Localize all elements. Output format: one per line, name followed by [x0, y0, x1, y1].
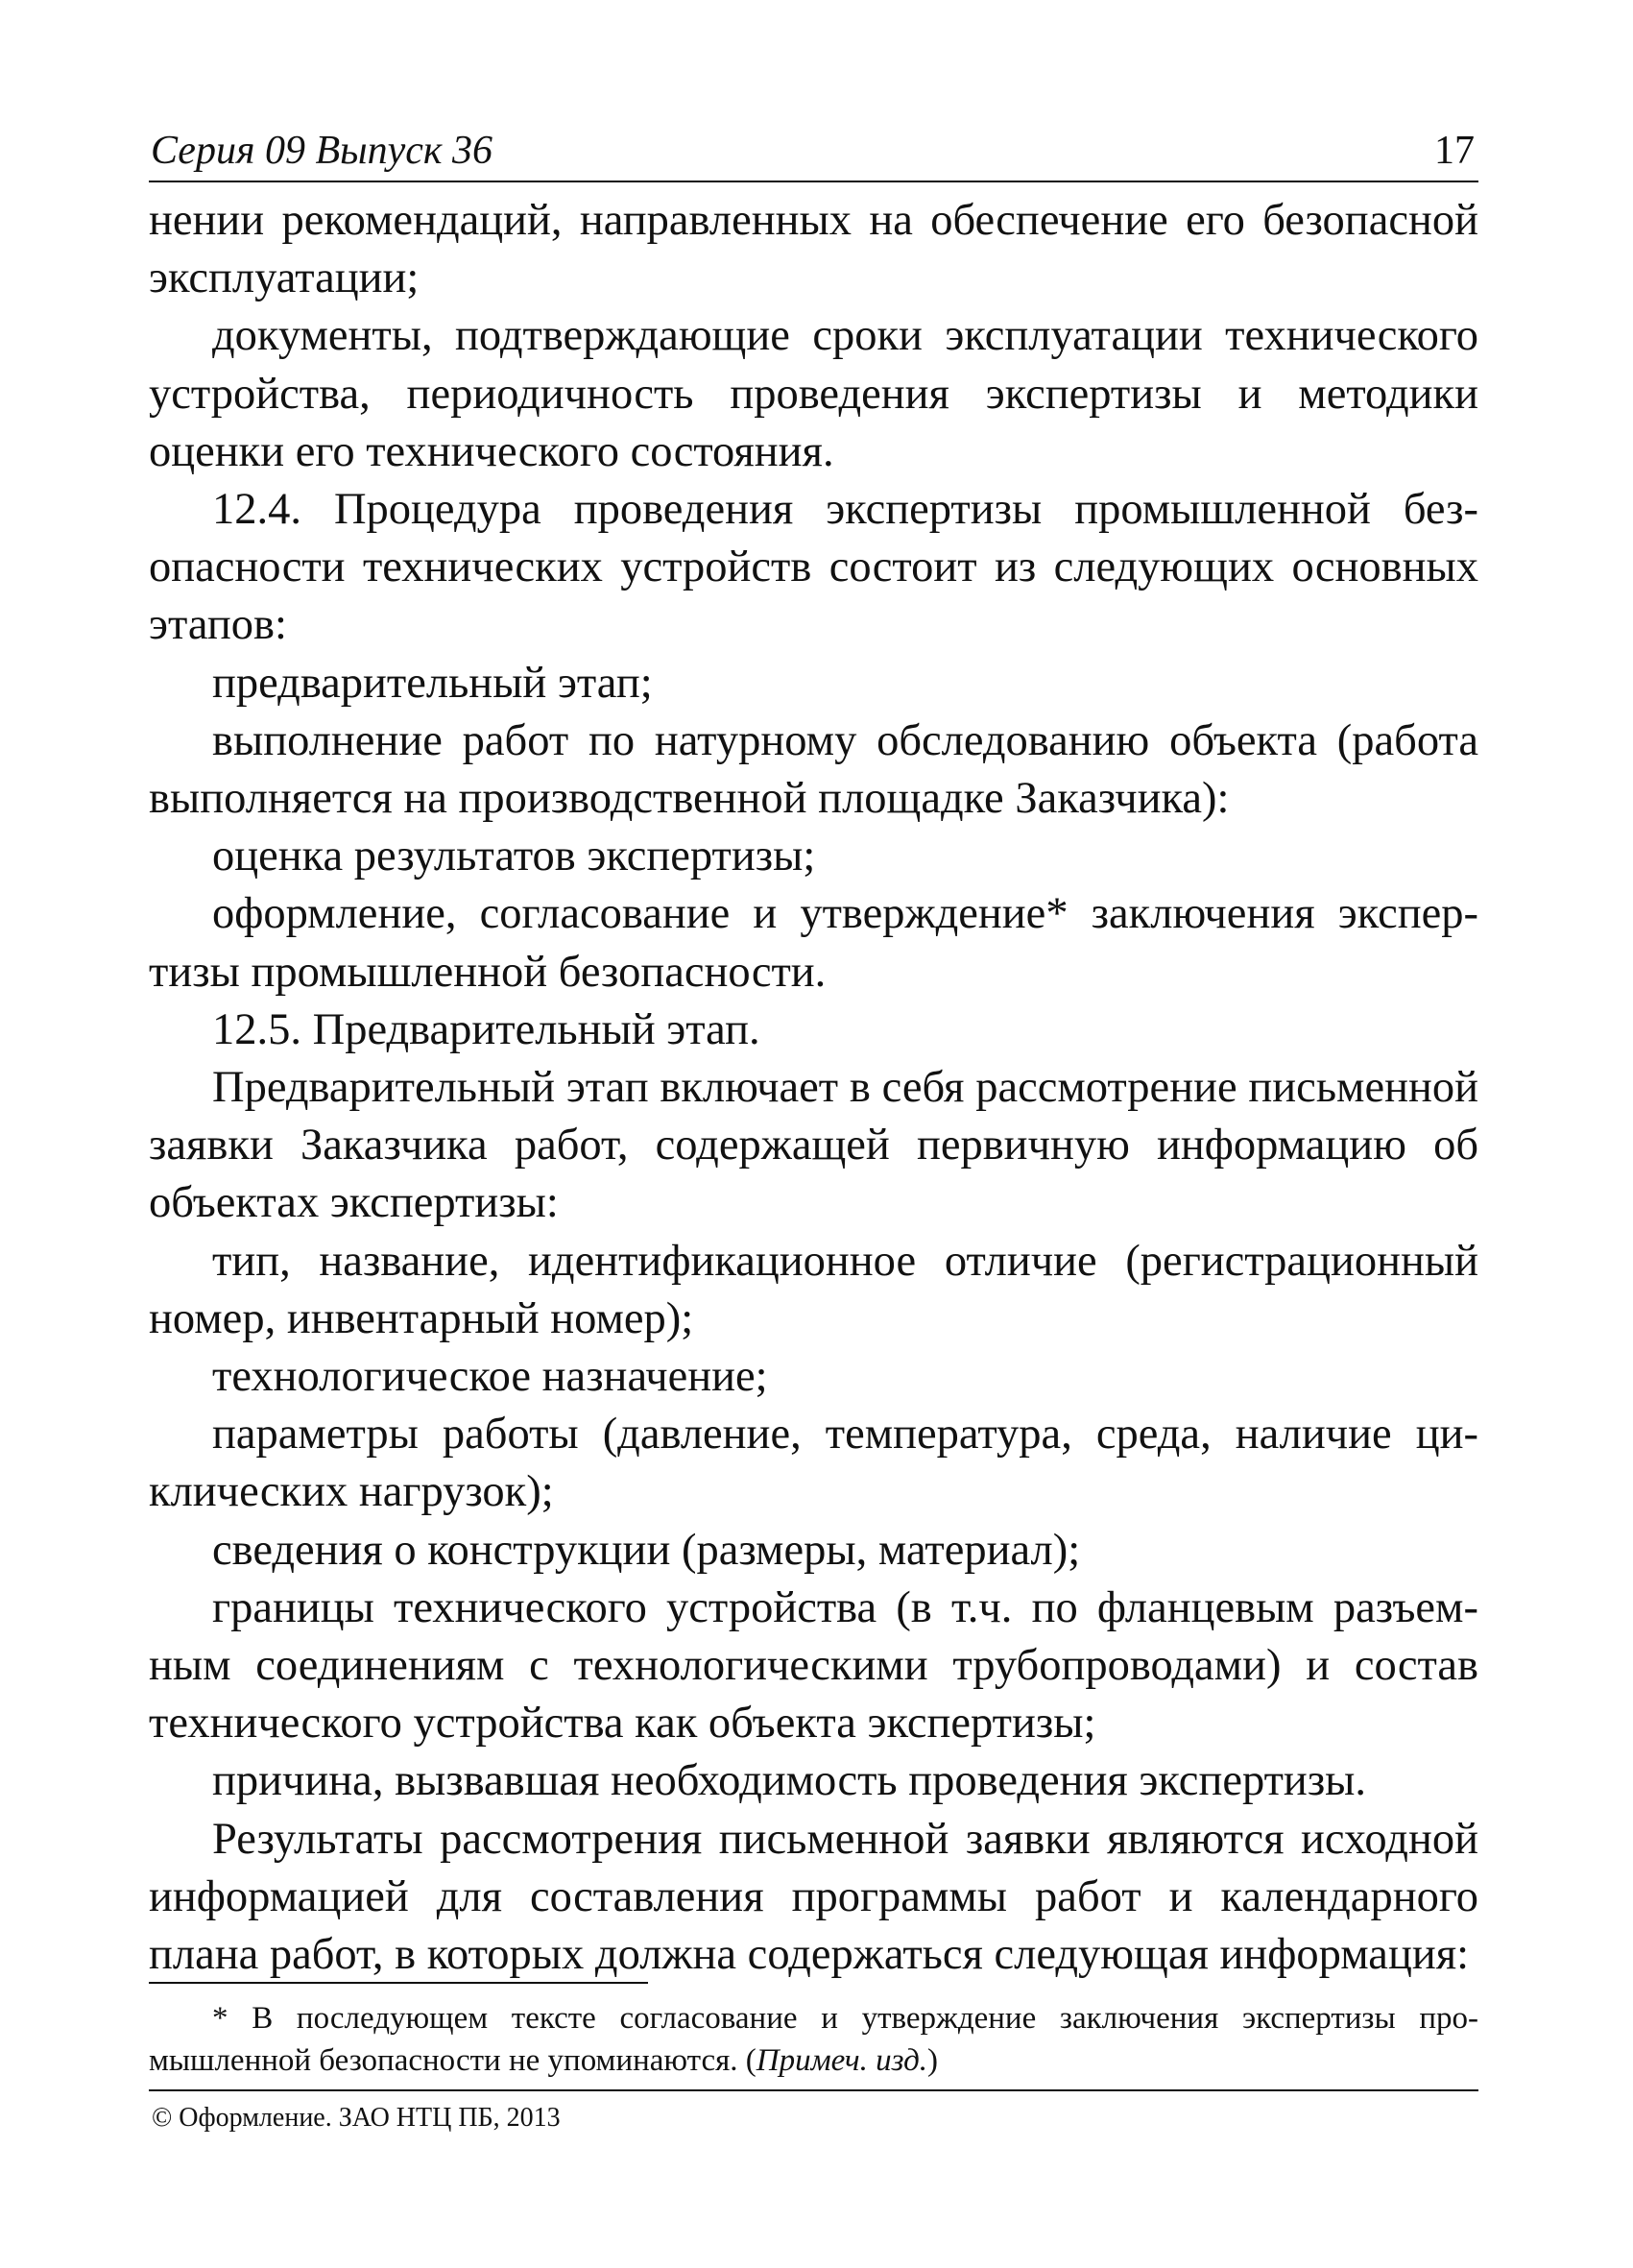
paragraph-15: причина, вызвавшая необходимость проведения экспертизы.	[212, 1756, 1367, 1806]
paragraph-6: оценка результатов экспертизы;	[212, 832, 816, 881]
footnote	[149, 1997, 1478, 2082]
paragraph-7: оформление, согласование и утверждение* заключения экспертизы промышленной безопасности.	[149, 889, 1478, 997]
paragraph-4: предварительный этап;	[212, 658, 653, 708]
paragraph-16: Результаты рассмотрения письменной заявки являются исходной информацией для составления программы работ и календарного плана работ, в которых должна содержаться следующая информация:	[149, 1814, 1478, 1980]
footnote-editor-note: Примеч. изд.	[756, 2043, 928, 2078]
paragraph-1: нении рекомендаций, направленных на обеспечение его безопасной эксплуатации;	[149, 196, 1478, 303]
paragraph-9: Предварительный этап включает в себя рассмотрение письменной заявки Заказчика работ, содержащей первичную информацию об объектах экспертизы:	[149, 1063, 1478, 1228]
copyright-divider	[149, 2089, 1478, 2091]
footnote-text: * В последующем тексте согласование и утверждение заключения экспертизы промышленной безопасности не упоминаются. (	[149, 2001, 1478, 2078]
paragraph-11: технологическое назначение;	[212, 1352, 768, 1402]
paragraph-12: параметры работы (давление, температура, среда, наличие циклических нагрузок);	[149, 1410, 1478, 1517]
series-title: Серия 09 Выпуск 36	[151, 129, 492, 173]
paragraph-13: сведения о конструкции (размеры, материал);	[212, 1525, 1081, 1575]
footnote-divider	[149, 1982, 648, 1984]
body-text	[149, 192, 1478, 1984]
footnote-paragraph	[149, 1997, 1478, 2082]
paragraph-10: тип, название, идентификационное отличие (регистрационный номер, инвентарный номер);	[149, 1236, 1478, 1343]
copyright-line: © Оформление. ЗАО НТЦ ПБ, 2013	[152, 2103, 561, 2133]
paragraph-2: документы, подтверждающие сроки эксплуатации технического устройства, периодичность проведения экспертизы и методики оценки его технического состояния.	[149, 311, 1478, 476]
paragraph-5: выполнение работ по натурному обследованию объекта (работа выполняется на производственной площадке Заказчика):	[149, 715, 1478, 824]
page-number: 17	[1434, 129, 1475, 173]
paragraph-8: 12.5. Предварительный этап.	[212, 1004, 760, 1054]
footnote-close: )	[927, 2043, 939, 2078]
running-header	[149, 123, 1478, 182]
paragraph-3: 12.4. Процедура проведения экспертизы промышленной безопасности технических устройств состоит из следующих основных этапов:	[149, 485, 1478, 650]
paragraph-14: границы технического устройства (в т.ч. по фланцевым разъемным соединениям с технологическими трубопроводами) и состав технического устройства как объекта экспертизы;	[149, 1582, 1478, 1749]
